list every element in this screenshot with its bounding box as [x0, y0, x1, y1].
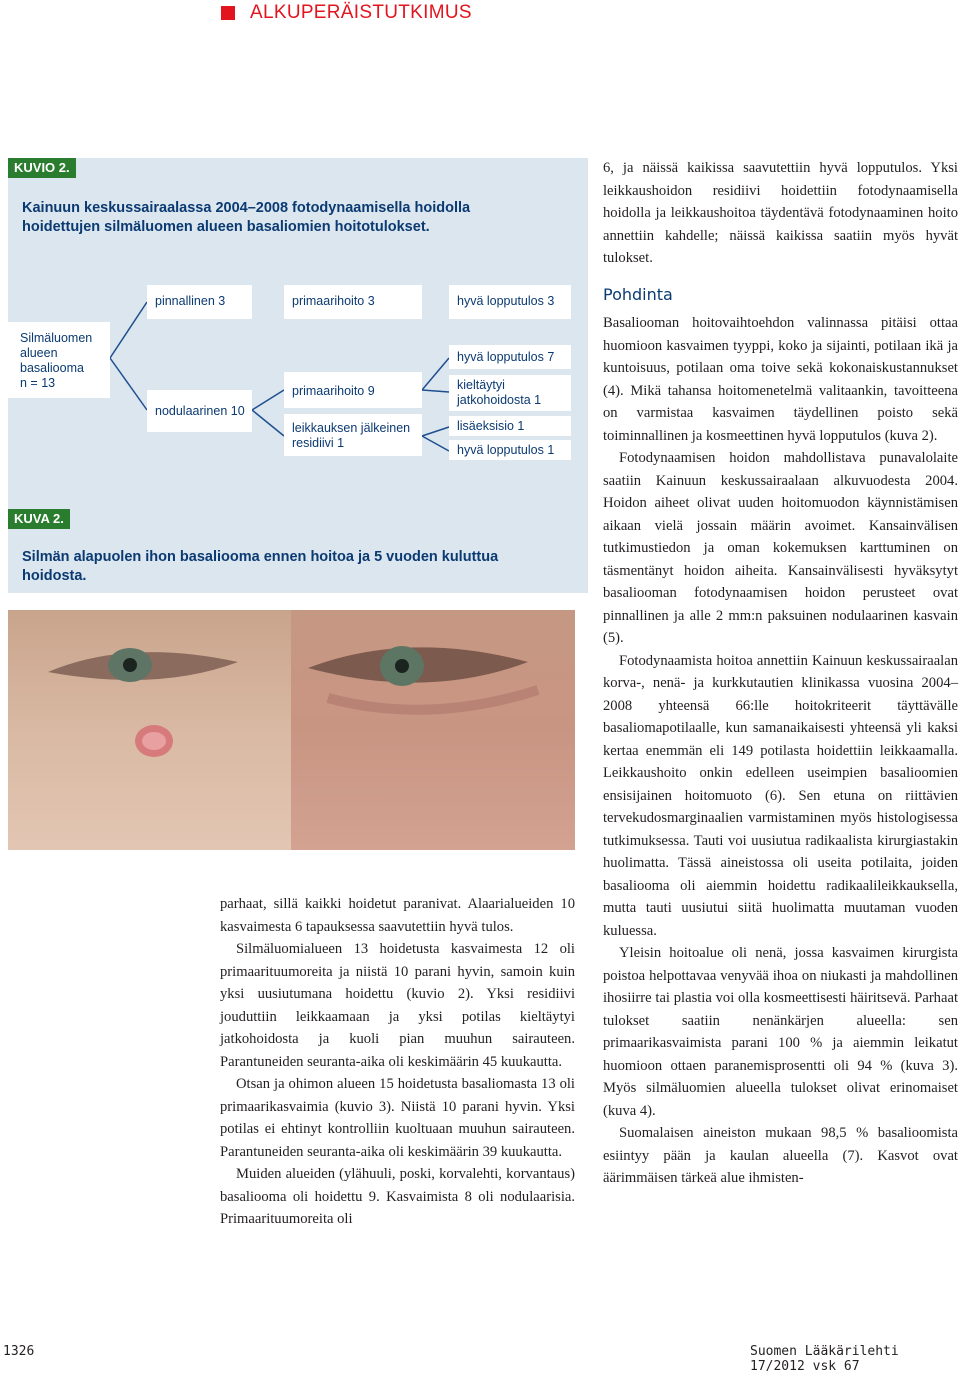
paragraph: Basaliooman hoitovaihtoehdon valinnassa pitäisi ottaa huomioon kasvaimen tyyppi, koko ja sijainti, potilaan ikä ja kuntoisuus, potilaan oma toive sekä kokonaiskustannukset (4). Mikä tahansa hoitomenetelmä valitaankin, tavoitteena on varmistaa kasvaimen täydellinen poisto sekä toiminnallinen ja kosmeettinen hyvä lopputulos (kuva 2). [603, 315, 958, 444]
tree-connector [422, 436, 449, 451]
node-leikkauksen-residiivi: leikkauksen jälkeinen residiivi 1 [292, 421, 411, 450]
node-hyva-3: hyvä lopputulos 3 [457, 294, 555, 308]
paragraph: Yleisin hoitoalue oli nenä, jossa kasvaimen kirurgista poistoa helpottavaa venyvää ihoa on niukasti ja mahdollinen ihosiirre tai plastia voi olla kosmeettisesti häiritsevä. Parhaat tulokset saatiin nenänkärjen alueella: sen primaarikasvaimista parani 100 % ja aiemmin leikatut huomioon ottaen paranemisprosentti oli 94 % (kuva 3). Myös silmäluomien alueella tulokset olivat erinomaiset (kuva 4). [603, 945, 958, 1119]
text-column-right [603, 312, 958, 1190]
paragraph: Fotodynaamisen hoidon mahdollistava punavalolaite saatiin Kainuun keskussairaalaan alkuvuodesta 2004. Hoidon aiheet olivat uuden hoitomuodon käynnistämisen aikaan vielä jossain määrin avoimet. Kansainvälisen tutkimustiedon ja oman kokemuksen karttuminen on täsmentänyt hoidon aiheita. Kansainvälisesti hyväksytyt basaliooman fotodynaamisen hoidon perusteet ovat pinnallinen ja alle 2 mm:n paksuinen nodulaarinen kasvain (5). [603, 450, 958, 646]
tree-connector [422, 427, 449, 436]
eye-photo [8, 610, 575, 850]
text-column-right-top [603, 157, 958, 270]
section-title: ALKUPERÄISTUTKIMUS [250, 2, 472, 23]
figure-caption-kuva: Silmän alapuolen ihon basaliooma ennen hoitoa ja 5 vuoden kuluttua hoidosta. [22, 549, 499, 584]
node-lisaeksisio: lisäeksisio 1 [457, 419, 525, 433]
paragraph: Suomalaisen aineiston mukaan 98,5 % basalioomista esiintyy pään ja kaulan alueella (7). Kasvot ovat äärimmäisen tärkeä alue ihmisten- [603, 1125, 958, 1186]
page-number: 1326 [3, 1344, 35, 1359]
journal-footer: Suomen Lääkärilehti 17/2012 vsk 67 [750, 1344, 899, 1374]
tree-connector [422, 390, 449, 392]
node-hyva-7: hyvä lopputulos 7 [457, 350, 555, 364]
node-primaarihoito-9: primaarihoito 9 [292, 384, 375, 398]
section-marker [221, 6, 235, 20]
tree-connector [110, 302, 147, 358]
paragraph: parhaat, sillä kaikki hoidetut paranivat. Alaarialueiden 10 kasvaimesta 6 tapauksessa saavutettiin hyvä tulos. [220, 896, 575, 935]
node-kieltaytyi: kieltäytyi jatkohoidosta 1 [457, 378, 542, 407]
text-column-left [220, 893, 575, 1231]
tree-connector [110, 358, 147, 410]
tree-connector [252, 390, 284, 410]
paragraph: Silmäluomialueen 13 hoidetusta kasvaimesta 12 oli primaarituumoreita ja niistä 10 parani hyvin, samoin kuin yksi uusiutumana hoidettu (kuvio 2). Yksi residiivi jouduttiin leikkaamaan ja yksi potilas kieltäytyi jatkohoidosta ja kuoli pian muuhun sairauteen. Parantuneiden seuranta-aika oli keskimäärin 45 kuukautta. [220, 941, 575, 1070]
node-nodulaarinen: nodulaarinen 10 [155, 404, 245, 418]
node-primaarihoito-3: primaarihoito 3 [292, 294, 375, 308]
photo-after [291, 610, 575, 850]
tree-root-label: Silmäluomen alueen basaliooma n = 13 [20, 331, 93, 390]
paragraph: Fotodynaamista hoitoa annettiin Kainuun keskussairaalan korva-, nenä- ja kurkkutautien klinikassa vuosina 2004–2008 yhteensä 66:lle hoitokriteerit täyttävälle basaliomapotilaalle, kun samanaikaisesti yhteensä yli kaksi kertaa enemmän eli 149 potilasta hoidettiin leikkaamalla. Leikkaushoito onkin edelleen useimpien basalioomien ensisijainen hoitomuoto (6). Sen etuna on riittävien tervekudosmarginaalien varmistaminen myös histologisessa tutkimuksessa. Tauti voi uusiutua radikaalista kirurgiastakin huolimatta. Tässä aineistossa oli useita potilaita, joiden basaliooma oli aiemmin hoidettu radikaalileikkauksella, mutta tauti uusiutui siitä huolimatta muutaman vuoden kuluessa. [603, 652, 958, 939]
tree-connector [252, 410, 284, 436]
figure-tag-kuvio: KUVIO 2. [8, 158, 76, 178]
paragraph: 6, ja näissä kaikissa saavutettiin hyvä lopputulos. Yksi leikkaushoidon residiivi hoidettiin fotodynaamisella hoidolla ja leikkaushoitoa täydentävä fotodynaaminen hoito annettiin kahdelle; näissä kaikissa saatiin myös hyvät tulokset. [603, 160, 958, 266]
figure-caption-kuvio: Kainuun keskussairaalassa 2004–2008 fotodynaamisella hoidolla hoidettujen silmäluomen alueen basaliomien hoitotulokset. [22, 200, 471, 235]
node-pinnallinen: pinnallinen 3 [155, 294, 226, 308]
figure-tag-kuva: KUVA 2. [8, 509, 70, 529]
tree-connector [422, 358, 449, 390]
section-heading: Pohdinta [603, 285, 673, 304]
paragraph: Muiden alueiden (ylähuuli, poski, korvalehti, korvantaus) basaliooma oli hoidettu 9. Kasvaimista 8 oli nodulaarisia. Primaarituumoreita oli [220, 1166, 575, 1227]
paragraph: Otsan ja ohimon alueen 15 hoidetusta basaliomasta 13 oli primaarikasvaimia (kuvio 3). Niistä 10 parani hyvin. Yksi potilas ei ehtinyt kontrolliin kuoltuaan muuhun sairauteen. Parantuneiden seuranta-aika oli keskimäärin 39 kuukautta. [220, 1076, 575, 1160]
node-hyva-1: hyvä lopputulos 1 [457, 443, 555, 457]
